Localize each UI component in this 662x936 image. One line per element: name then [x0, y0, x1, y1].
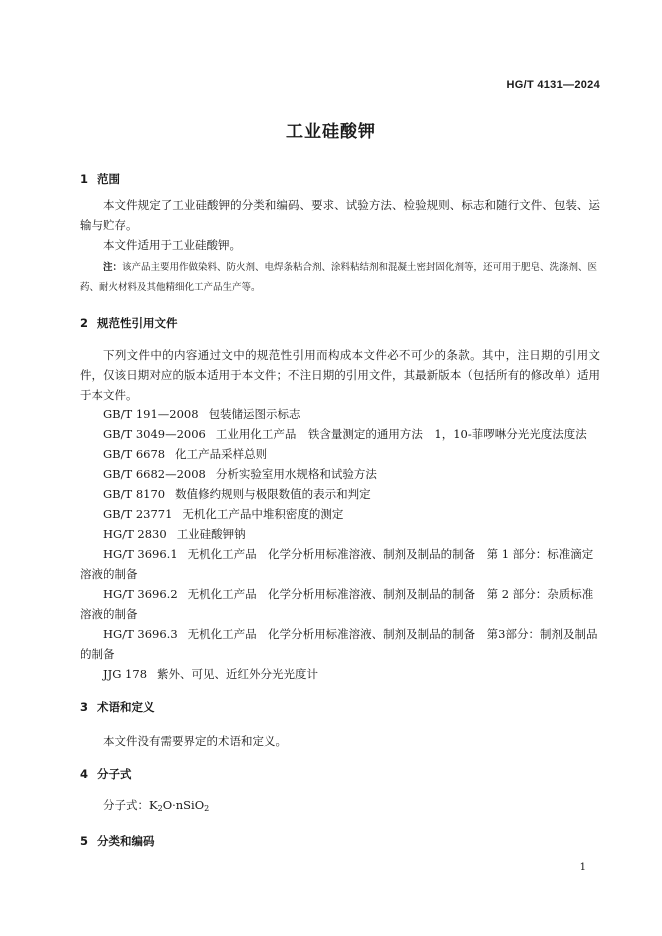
reference-item [80, 484, 600, 504]
section-title: 术语和定义 [97, 700, 155, 714]
section-number: 4 [80, 767, 89, 781]
reference-code: HG/T 3696.3 [103, 627, 178, 641]
reference-item [80, 504, 600, 524]
section-title: 分子式 [97, 767, 132, 781]
reference-item [80, 524, 600, 544]
section-number: 2 [80, 316, 89, 330]
reference-name: 分析实验室用水规格和试验方法 [215, 467, 377, 481]
section-title: 规范性引用文件 [97, 316, 178, 330]
reference-code: GB/T 6682—2008 [103, 467, 206, 481]
terms-paragraph: 本文件没有需要界定的术语和定义。 [103, 734, 287, 748]
reference-item [80, 624, 600, 664]
section-heading-normative-references [80, 315, 178, 331]
section-heading-formula [80, 766, 132, 782]
reference-item [80, 404, 600, 424]
page-number: 1 [579, 862, 586, 873]
page-title: 工业硅酸钾 [286, 122, 376, 142]
section-heading-classification [80, 833, 155, 849]
reference-item [80, 544, 600, 584]
reference-name: 无机化工产品中堆积密度的测定 [182, 507, 344, 521]
reference-name: 无机化工产品 化学分析用标准溶液、制剂及制品的制备 第 2 部分：杂质标准溶液的制备 [80, 587, 594, 621]
reference-code: GB/T 191—2008 [103, 407, 199, 421]
scope-note [80, 258, 600, 298]
formula-mid: O·nSiO [162, 798, 205, 812]
standard-code: HG/T 4131—2024 [506, 79, 600, 91]
section-number: 1 [80, 172, 89, 186]
formula-paragraph [80, 795, 600, 819]
reference-name: 化工产品采样总则 [175, 447, 268, 461]
reference-code: HG/T 3696.1 [103, 547, 178, 561]
reference-code: HG/T 2830 [103, 527, 167, 541]
scope-paragraph-1: 本文件规定了工业硅酸钾的分类和编码、要求、试验方法、检验规则、标志和随行文件、包装、运输与贮存。 [80, 198, 600, 232]
reference-name: 无机化工产品 化学分析用标准溶液、制剂及制品的制备 第 1 部分：标准滴定溶液的制备 [80, 547, 594, 581]
reference-item [80, 464, 600, 484]
references-intro: 下列文件中的内容通过文中的规范性引用而构成本文件必不可少的条款。其中，注日期的引用文件，仅该日期对应的版本适用于本文件；不注日期的引用文件，其最新版本（包括所有的修改单）适用于本文件。 [80, 348, 600, 402]
section-number: 5 [80, 834, 89, 848]
section-title: 分类和编码 [97, 834, 155, 848]
section-heading-scope [80, 171, 120, 187]
formula-k-subscript: 2 [157, 804, 163, 813]
reference-code: HG/T 3696.2 [103, 587, 178, 601]
reference-name: 工业硅酸钾钠 [176, 527, 246, 541]
reference-item [80, 444, 600, 464]
note-label: 注： [103, 262, 123, 273]
scope-paragraph-2: 本文件适用于工业硅酸钾。 [103, 238, 241, 252]
note-text: 该产品主要用作做染料、防火剂、电焊条粘合剂、涂料粘结剂和混凝土密封固化剂等，还可用于肥皂、洗涤剂、医药、耐火材料及其他精细化工产品生产等。 [80, 262, 598, 293]
reference-name: 紫外、可见、近红外分光光度计 [157, 667, 319, 681]
reference-name: 无机化工产品 化学分析用标准溶液、制剂及制品的制备 第3部分：制剂及制品的制备 [80, 627, 598, 661]
section-heading-terms [80, 699, 155, 715]
reference-code: GB/T 8170 [103, 487, 166, 501]
reference-item [80, 664, 600, 684]
formula-label: 分子式： [103, 798, 149, 812]
section-number: 3 [80, 700, 89, 714]
reference-name: 工业用化工产品 铁含量测定的通用方法 1，10-菲啰啉分光光度法度法 [215, 427, 587, 441]
reference-code: GB/T 23771 [103, 507, 173, 521]
reference-code: GB/T 3049—2006 [103, 427, 206, 441]
reference-name: 数值修约规则与极限数值的表示和判定 [175, 487, 371, 501]
reference-name: 包装储运图示标志 [208, 407, 301, 421]
formula-k: K [149, 798, 158, 812]
formula-si-subscript: 2 [204, 804, 210, 813]
reference-code: JJG 178 [103, 667, 148, 681]
section-title: 范围 [97, 172, 120, 186]
reference-item [80, 584, 600, 624]
reference-item [80, 424, 600, 444]
reference-code: GB/T 6678 [103, 447, 166, 461]
